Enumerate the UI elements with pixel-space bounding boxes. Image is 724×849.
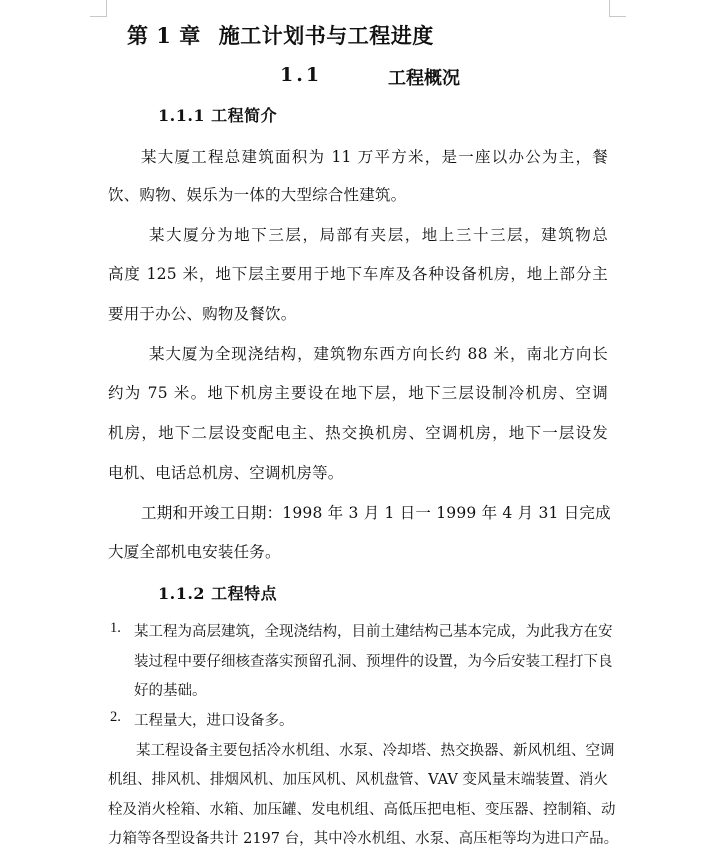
chapter-title xyxy=(127,20,434,50)
paragraph-line: 饮、购物、娱乐为一体的大型综合性建筑。 xyxy=(108,186,407,204)
paragraph-line: 力箱等各型设备共计 2197 台，其中冷水机组、水泵、高压柜等均为进口产品。 xyxy=(108,831,619,847)
paragraph-line: 要用于办公、购物及餐饮。 xyxy=(108,305,297,323)
list-item-number: 2. xyxy=(110,709,121,725)
list-item-line: 装过程中要仔细核查落实预留孔洞、预埋件的设置，为今后安装工程打下良 xyxy=(134,654,613,670)
paragraph-line: 某大厦工程总建筑面积为 11 万平方米，是一座以办公为主，餐 xyxy=(141,148,608,166)
crop-mark-top-right xyxy=(609,0,626,17)
paragraph-line: 栓及消火栓箱、水箱、加压罐、发电机组、高低压把电柜、变压器、控制箱、动 xyxy=(108,802,616,818)
list-item-number: 1. xyxy=(110,620,121,636)
list-item-line: 好的基础。 xyxy=(134,683,207,699)
section-number: 1.1 xyxy=(280,64,323,86)
list-item-line: 某工程为高层建筑，全现浇结构，目前土建结构己基本完成，为此我方在安 xyxy=(134,624,613,640)
paragraph-line: 某工程设备主要包括冷水机组、水泵、冷却塔、热交换器、新风机组、空调 xyxy=(136,743,615,759)
chapter-title-text: 施工计划书与工程进度 xyxy=(218,23,434,48)
crop-mark-top-left xyxy=(90,0,107,17)
paragraph-line: 电机、电话总机房、空调机房等。 xyxy=(108,464,344,482)
paragraph-line: 高度 125 米，地下层主要用于地下车库及各种设备机房，地上部分主 xyxy=(108,265,608,283)
paragraph-line: 机组、排风机、排烟风机、加压风机、风机盘管、VAV 变风量末端装置、消火 xyxy=(108,772,608,788)
paragraph-line: 机房，地下二层设变配电主、热交换机房、空调机房，地下一层设发 xyxy=(108,424,608,442)
paragraph-line: 某大厦分为地下三层，局部有夹层，地上三十三层，建筑物总 xyxy=(149,226,608,244)
section-title: 工程概况 xyxy=(388,68,460,89)
paragraph-line: 大厦全部机电安装任务。 xyxy=(108,543,281,561)
subsection-heading-features: 1.1.2 工程特点 xyxy=(158,584,278,603)
paragraph-line: 某大厦为全现浇结构，建筑物东西方向长约 88 米，南北方向长 xyxy=(149,345,608,363)
chapter-number: 第 1 章 xyxy=(127,23,201,48)
paragraph-line: 工期和开竣工日期：1998 年 3 月 1 日一 1999 年 4 月 31 日完成 xyxy=(141,504,611,522)
list-item-line: 工程量大，进口设备多。 xyxy=(134,713,294,729)
subsection-heading-intro: 1.1.1 工程简介 xyxy=(158,106,278,125)
paragraph-line: 约为 75 米。地下机房主要设在地下层，地下三层设制冷机房、空调 xyxy=(108,384,608,402)
